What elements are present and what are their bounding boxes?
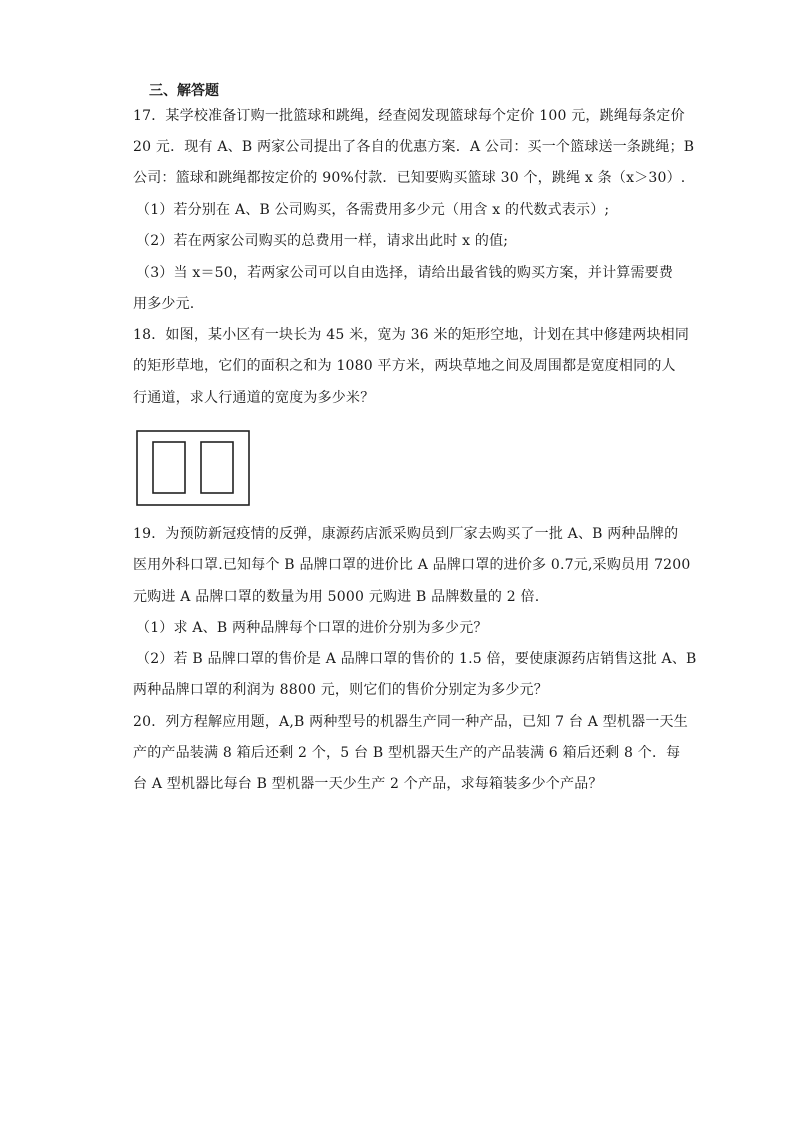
q19-line-1: 19．为预防新冠疫情的反弹，康源药店派采购员到厂家去购买了一批 A、B 两种品牌的	[133, 526, 679, 542]
q17-subquestion-2: （2）若在两家公司购买的总费用一样，请求出此时 x 的值;	[136, 233, 509, 249]
q18-line-1: 18．如图，某小区有一块长为 45 米，宽为 36 米的矩形空地，计划在其中修建两块相同	[133, 327, 690, 343]
lawn-diagram-svg	[136, 430, 250, 506]
left-lawn-rect	[153, 442, 185, 493]
q20-line-1: 20．列方程解应用题，A,B 两种型号的机器生产同一种产品，已知 7 台 A 型机器一天生	[133, 714, 688, 730]
q17-line-2: 20 元．现有 A、B 两家公司提出了各自的优惠方案．A 公司：买一个篮球送一条跳绳；B	[133, 139, 695, 155]
q19-line-2: 医用外科口罩.已知每个 B 品牌口罩的进价比 A 品牌口罩的进价多 0.7元,采购员用 7200	[133, 557, 691, 573]
q19-line-3: 元购进 A 品牌口罩的数量为用 5000 元购进 B 品牌数量的 2 倍.	[133, 589, 540, 605]
q19-line-6: 两种品牌口罩的利润为 8800 元，则它们的售价分别定为多少元？	[133, 682, 548, 698]
q17-line-3: 公司：篮球和跳绳都按定价的 90%付款．已知要购买篮球 30 个，跳绳 x 条（x＞30）.	[133, 170, 686, 186]
q19-subquestion-2: （2）若 B 品牌口罩的售价是 A 品牌口罩的售价的 1.5 倍，要使康源药店销售这批 A、B	[136, 651, 697, 667]
q17-line-7: 用多少元.	[133, 296, 195, 312]
q18-line-2: 的矩形草地，它们的面积之和为 1080 平方米，两块草地之间及周围都是宽度相同的人	[133, 358, 676, 374]
q17-subquestion-3: （3）当 x＝50，若两家公司可以自由选择，请给出最省钱的购买方案，并计算需要费	[136, 265, 674, 281]
section-title: 三、解答题	[149, 83, 219, 99]
right-lawn-rect	[201, 442, 233, 493]
q20-line-2: 产的产品装满 8 箱后还剩 2 个，5 台 B 型机器天生产的产品装满 6 箱后还剩 8 个．每	[133, 745, 681, 761]
q20-line-3: 台 A 型机器比每台 B 型机器一天少生产 2 个产品，求每箱装多少个产品？	[133, 776, 603, 792]
q19-subquestion-1: （1）求 A、B 两种品牌每个口罩的进价分别为多少元？	[136, 620, 488, 636]
q17-subquestion-1: （1）若分别在 A、B 公司购买，各需费用多少元（用含 x 的代数式表示）;	[136, 202, 610, 218]
q18-line-3: 行通道，求人行通道的宽度为多少米？	[133, 390, 375, 406]
q17-line-1: 17．某学校准备订购一批篮球和跳绳，经查阅发现篮球每个定价 100 元，跳绳每条定价	[133, 108, 685, 124]
lawn-diagram	[136, 430, 250, 506]
